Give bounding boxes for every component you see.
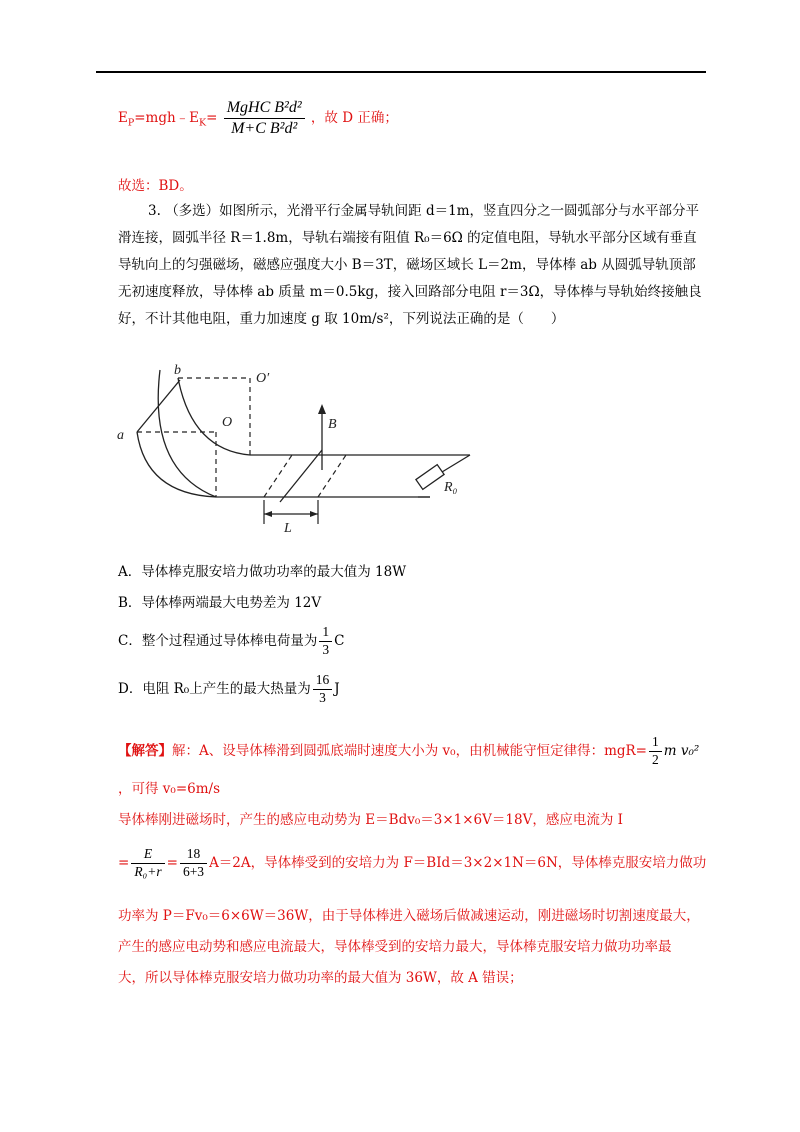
solution-current-num: E: [131, 846, 164, 864]
question-number: 3.: [148, 203, 161, 219]
solution-mv-term: m v₀²: [663, 742, 700, 759]
solution-value-fraction: [180, 846, 207, 881]
rail-diagram: [112, 360, 474, 538]
solution-half-num: 1: [649, 734, 662, 752]
question-text: （多选）如图所示，光滑平行金属导轨间距 d＝1m，竖直四分之一圆弧部分与水平部分平滑连接，圆弧半径 R＝1.8m，导轨右端接有阻值 R₀＝6Ω 的定值电阻，导轨水平部分区域有垂直导轨向上的匀强磁场，磁感应强度大小 B＝3T，磁场区域长 L＝2m，导体棒 ab 从圆弧导轨顶部无初速度释放，导体棒 ab 质量 m＝0.5kg，接入回路部分电阻 r＝3Ω，导体棒与导轨始终接触良好，不计其他电阻，重力加速度 g 取 10m/s²，下列说法正确的是（ ）: [118, 203, 702, 327]
option-c-fraction: [319, 624, 332, 659]
formula-line: [118, 98, 398, 139]
formula-suffix: ，故 D 正确；: [310, 110, 398, 126]
label-o-prime: O′: [256, 371, 270, 386]
solution-line-2: ，可得 v₀=6m/s: [118, 781, 221, 797]
formula-eq: =: [206, 110, 218, 126]
label-b: b: [174, 363, 181, 378]
b-field-arrowhead: [318, 404, 326, 414]
header-rule: [96, 71, 706, 73]
resistor: [416, 465, 444, 490]
formula-mid: =mgh﹣E: [134, 110, 200, 126]
solution-tag: 【解答】: [118, 742, 172, 759]
solution-eq-1: =: [118, 854, 130, 871]
solution-eq-2: =: [166, 854, 178, 871]
right-wire-top: [442, 455, 470, 472]
formula-denominator: M+C B²d²: [231, 120, 298, 137]
option-d-num: 16: [313, 672, 333, 690]
label-a: a: [117, 428, 124, 443]
label-r0: R₀: [444, 480, 458, 495]
option-c-num: 1: [319, 624, 332, 642]
field-bar: [280, 450, 322, 502]
solution-current-den: R₀+r: [134, 863, 162, 879]
solution-line-6: 产生的感应电动势和感应电流最大，导体棒受到的安培力最大，导体棒克服安培力做功功率最: [118, 939, 672, 955]
option-d-prefix: D．电阻 R₀上产生的最大热量为: [118, 680, 311, 697]
option-c-suffix: C: [334, 632, 345, 649]
answer-line: 故选：BD。: [118, 178, 193, 194]
label-o: O: [222, 415, 233, 430]
solution-current-fraction: [131, 846, 164, 881]
field-left-boundary: [264, 455, 292, 497]
formula-fraction: [224, 98, 305, 139]
solution-value-den: 6+3: [182, 863, 205, 879]
option-c-den: 3: [322, 641, 330, 657]
option-a: A．导体棒克服安培力做功功率的最大值为 18W: [118, 564, 407, 580]
option-d-den: 3: [319, 689, 326, 705]
l-arrow-left: [264, 511, 272, 517]
solution-text-1: 解：A、设导体棒滑到圆弧底端时速度大小为 v₀，由机械能守恒定律得：mgR=: [172, 742, 647, 759]
solution-line-5: 功率为 P＝Fv₀＝6×6W＝36W，由于导体棒进入磁场后做减速运动，刚进磁场时切割速度最大，: [118, 908, 700, 924]
label-l: L: [284, 521, 292, 536]
outer-arc: [158, 370, 216, 497]
formula-mid-sub: K: [199, 117, 207, 129]
option-d-suffix: J: [334, 680, 340, 697]
option-c: [118, 624, 344, 659]
solution-line-3: 导体棒刚进磁场时，产生的感应电动势为 E＝Bdv₀＝3×1×6V＝18V，感应电流为 I: [118, 812, 623, 828]
solution-line-7: 大，所以导体棒克服安培力做功功率的最大值为 36W，故 A 错误；: [118, 970, 523, 986]
option-d: [118, 672, 340, 707]
solution-line-4: [118, 846, 706, 881]
solution-value-num: 18: [180, 846, 207, 864]
solution-half-den: 2: [652, 751, 659, 767]
inner-arc: [137, 432, 216, 497]
formula-prefix: E: [118, 110, 128, 126]
formula-numerator: MgHC B²d²: [224, 98, 305, 119]
label-field-b: B: [328, 417, 337, 432]
option-c-prefix: C．整个过程通过导体棒电荷量为: [118, 632, 318, 649]
solution-half-fraction: [649, 734, 662, 769]
l-arrow-right: [310, 511, 318, 517]
upper-arc: [178, 378, 250, 455]
formula-prefix-sub: P: [127, 117, 135, 129]
solution-line-1: [118, 734, 699, 769]
question-paragraph: [118, 198, 706, 333]
option-b: B．导体棒两端最大电势差为 12V: [118, 595, 322, 611]
option-d-fraction: [313, 672, 333, 707]
solution-text-4: A＝2A，导体棒受到的安培力为 F＝BId＝3×2×1N＝6N，导体棒克服安培力做功: [209, 854, 707, 871]
